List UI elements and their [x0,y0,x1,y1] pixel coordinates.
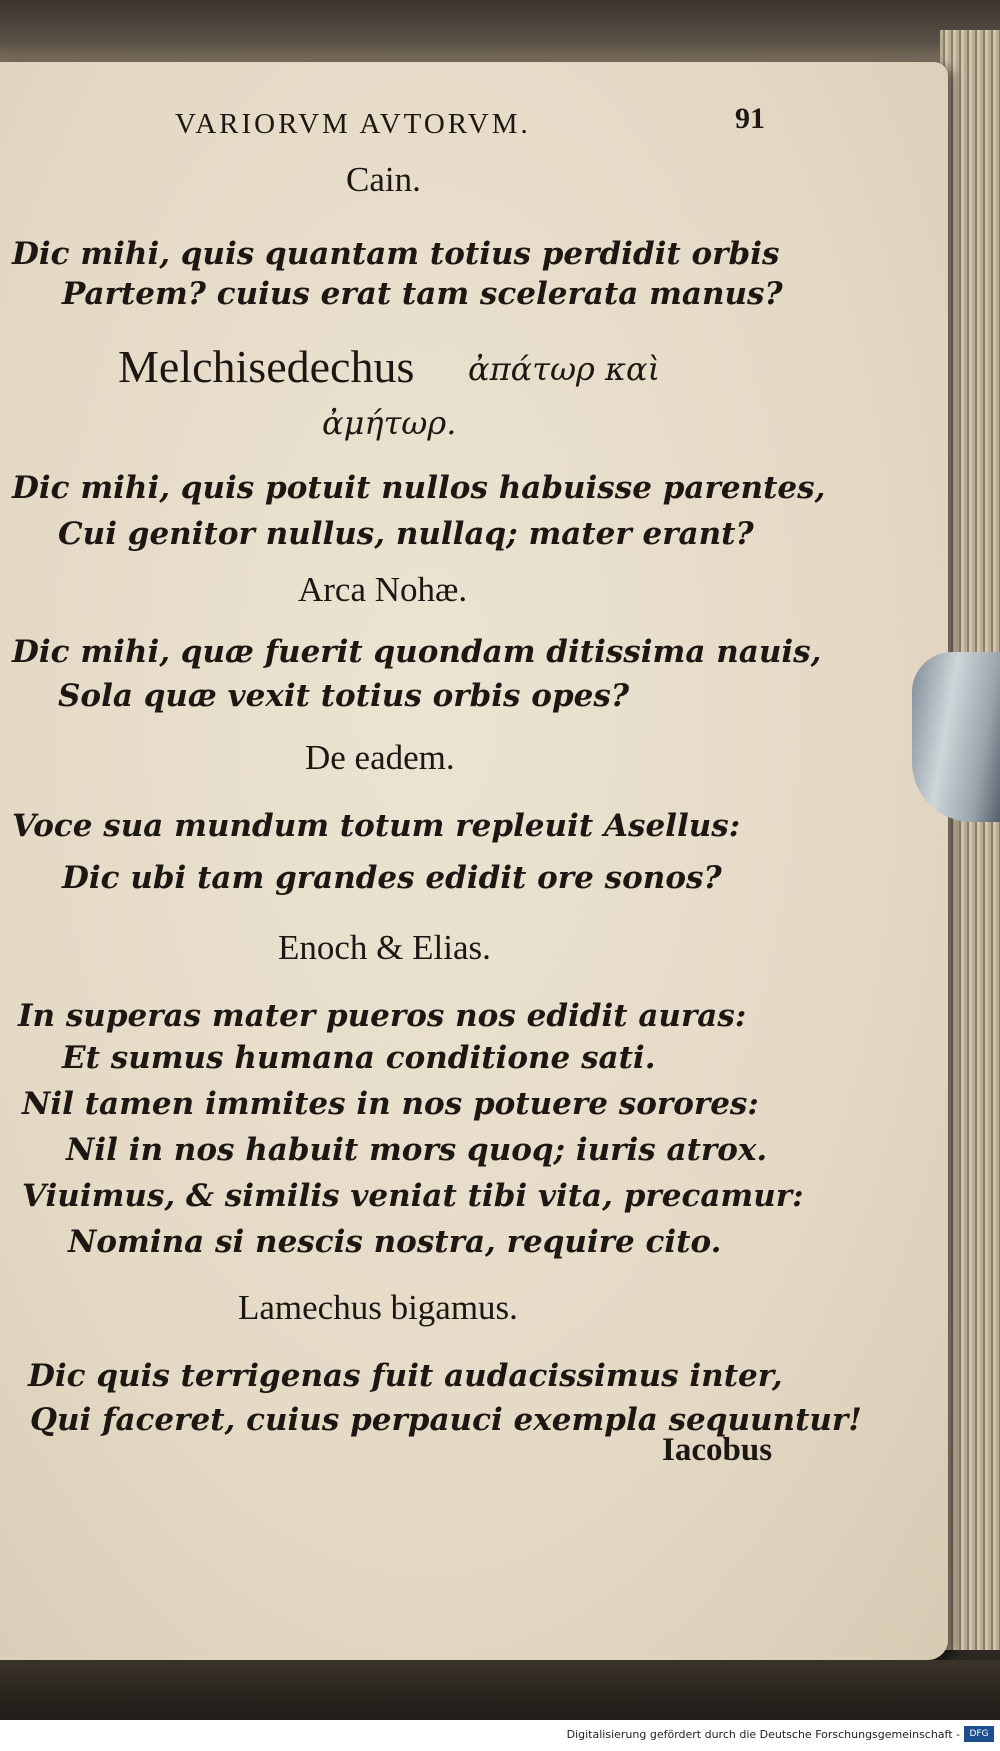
book-top-edge [0,0,1000,70]
page-number: 91 [735,102,765,135]
verse-line: Cui genitor nullus, nullaq; mater erant? [58,516,754,552]
catchword: Iacobus [662,1432,773,1468]
book-bottom [0,1660,1000,1720]
verse-line: Qui faceret, cuius perpauci exempla sequuntur! [30,1402,862,1438]
verse-line: Viuimus, & similis veniat tibi vita, precamur: [22,1178,804,1214]
holding-thumb [912,652,1000,822]
verse-line: Voce sua mundum totum repleuit Asellus: [12,808,741,844]
verse-line: Dic quis terrigenas fuit audacissimus inter, [28,1358,783,1394]
verse-line: Nil tamen immites in nos potuere sorores: [22,1086,759,1122]
verse-line: Dic ubi tam grandes edidit ore sonos? [62,860,722,896]
verse-line: Dic mihi, quis quantam totius perdidit orbis [12,236,780,272]
footer-credit: Digitalisierung gefördert durch die Deutsche Forschungsgemeinschaft - [566,1728,960,1741]
poem-title: De eadem. [305,738,455,777]
page-edges [940,30,1000,1650]
verse-line: Sola quæ vexit totius orbis opes? [58,678,629,714]
verse-line: Partem? cuius erat tam scelerata manus? [62,276,783,312]
dfg-logo-icon: DFG [964,1726,994,1742]
poem-title: Enoch & Elias. [278,928,491,967]
verse-line: Nil in nos habuit mors quoq; iuris atrox. [66,1132,768,1168]
poem-title: Arca Nohæ. [298,570,468,609]
verse-line: Et sumus humana conditione sati. [62,1040,656,1076]
poem-title: Lamechus bigamus. [238,1288,518,1327]
verse-line: Nomina si nescis nostra, require cito. [68,1224,722,1260]
greek-title: ἀπάτωρ καὶ [468,350,661,388]
digitization-footer [0,1720,1000,1751]
running-head: VARIORVM AVTORVM. [175,108,531,140]
greek-title: ἀμήτωρ. [322,404,457,442]
verse-line: Dic mihi, quæ fuerit quondam ditissima nauis, [12,634,822,670]
verse-line: Dic mihi, quis potuit nullos habuisse parentes, [12,470,826,506]
verse-line: In superas mater pueros nos edidit auras: [18,998,747,1034]
poem-title: Cain. [346,160,421,199]
poem-title: Melchisedechus [118,341,415,392]
